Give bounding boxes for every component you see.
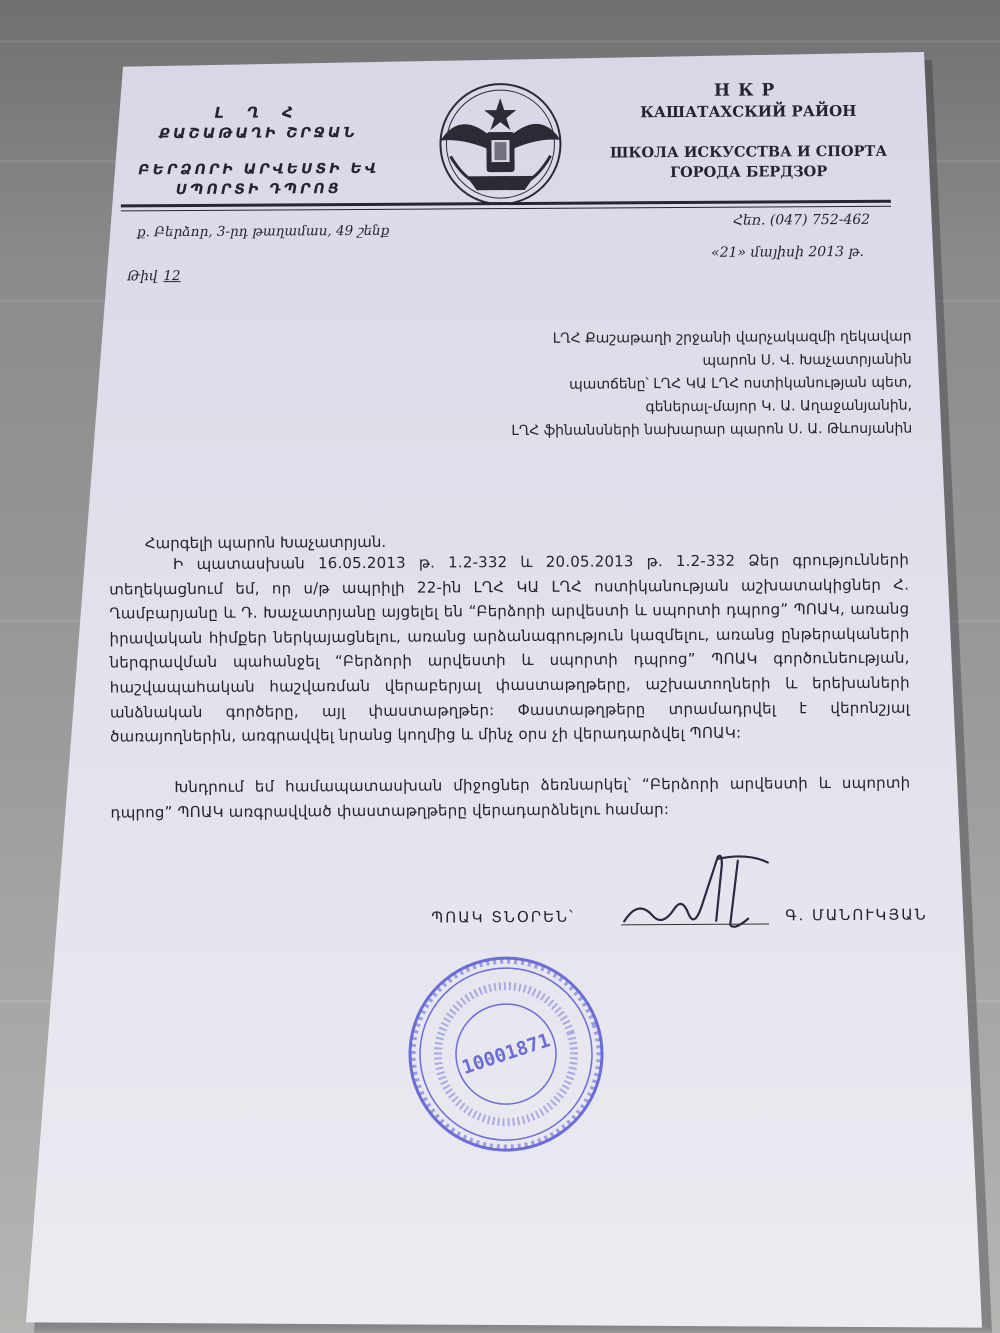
russian-header-line-1: НКР bbox=[713, 80, 783, 101]
russian-header-line-3: ШКОЛА ИСКУССТВА И СПОРТА bbox=[609, 142, 888, 162]
letter-date: «21» մայիսի 2013 թ. bbox=[711, 243, 865, 261]
armenian-header-line-3: ԲԵՐՁՈՐԻ ԱՐՎԵՍՏԻ ԵՎ bbox=[138, 160, 379, 179]
body-paragraph-2: Խնդրում եմ համապատասխան միջոցներ ձեռնարկել՝ “Բերձորի արվեստի և սպորտի դպրոց” ՊՈԱԿ առգրավված փաստաթղթերը վերադարձնելու համար: bbox=[110, 773, 911, 822]
school-phone: Հեռ. (047) 752-462 bbox=[732, 211, 871, 229]
stamp-number: 10001871 bbox=[459, 1029, 553, 1079]
salutation: Հարգելի պարոն Խաչատրյան. bbox=[144, 532, 387, 553]
signer-role: ՊՈԱԿ ՏՆՕՐԵՆ՝ bbox=[431, 907, 575, 927]
signer-name: Գ. ՄԱՆՈՒԿՅԱՆ bbox=[785, 905, 928, 925]
russian-header-line-2: КАШАТАХСКИЙ РАЙОН bbox=[640, 101, 857, 122]
recipient-line: պարոն Ս. Վ. Խաչատրյանին bbox=[702, 351, 912, 369]
recipient-line: պատճենը՝ ԼՂՀ ԿԱ ԼՂՀ ոստիկանության պետ, bbox=[569, 374, 912, 393]
school-address: ք. Բերձոր, 3-րդ թաղամաս, 49 շենք bbox=[136, 222, 390, 241]
armenian-header-line-1: Լ Ղ Հ bbox=[214, 103, 303, 122]
armenian-letterhead bbox=[108, 103, 409, 201]
coat-of-arms-emblem bbox=[420, 80, 581, 209]
handwritten-signature bbox=[618, 848, 779, 939]
russian-letterhead bbox=[588, 80, 909, 184]
recipient-line: ԼՂՀ ֆինանսների նախարար պարոն Ս. Ա. Թևոսյանին bbox=[511, 420, 913, 440]
body-paragraph-1: Ի պատասխան 16.05.2013 թ. 1.2-332 և 20.05.2013 թ. 1.2-332 Ձեր գրությունների տեղեկացնում եմ, որ ս/թ ապրիլի 22-ին ԼՂՀ ԿԱ ԼՂՀ ոստիկանության աշխատակիցներ Հ. Ղամբարյանը և Դ. Խաչատրյանը այցելել են “Բերձորի արվեստի և սպորտի դպրոց” ՊՈԱԿ, առանց իրավական հիմքեր ներկայացնելու, առանց արձանագրություն կազմելու, առանց ընթերակաների ներգրավման պահանջել “Բերձորի արվեստի և սպորտի դպրոց” ՊՈԱԿ գործունեության, հաշվապահական հաշվառման վերաբերյալ փաստաթղթերը, աշխատողների և երեխաների անձնական գործերը, այլ փաստաթղթեր: Փաստաթղթերը տրամադրվել է վերոնշյալ ծառայողներին, առգրավվել նրանց կողմից և մինչ օրս չի վերադարձվել ՊՈԱԿ: bbox=[109, 550, 910, 746]
reference-label: Թիվ bbox=[127, 268, 158, 285]
surface-stripe bbox=[0, 40, 1000, 43]
letter-document bbox=[108, 67, 935, 1262]
recipients-block bbox=[312, 326, 913, 445]
reference-value: 12 bbox=[163, 268, 181, 285]
armenian-header-line-4: ՍՊՈՐՏԻ ԴՊՐՈՑ bbox=[175, 181, 342, 199]
recipient-line: ԼՂՀ Քաշաթաղի շրջանի վարչակազմի ղեկավար bbox=[552, 328, 912, 347]
reference-number bbox=[127, 268, 180, 284]
official-stamp bbox=[403, 951, 609, 1157]
recipient-line: գեներալ-մայոր Կ. Ա. Աղաջանյանին, bbox=[645, 397, 913, 416]
russian-header-line-4: ГОРОДА БЕРДЗОР bbox=[669, 163, 828, 182]
armenian-header-line-2: ՔԱՇԱԹԱՂԻ ՇՐՋԱՆ bbox=[159, 124, 358, 143]
